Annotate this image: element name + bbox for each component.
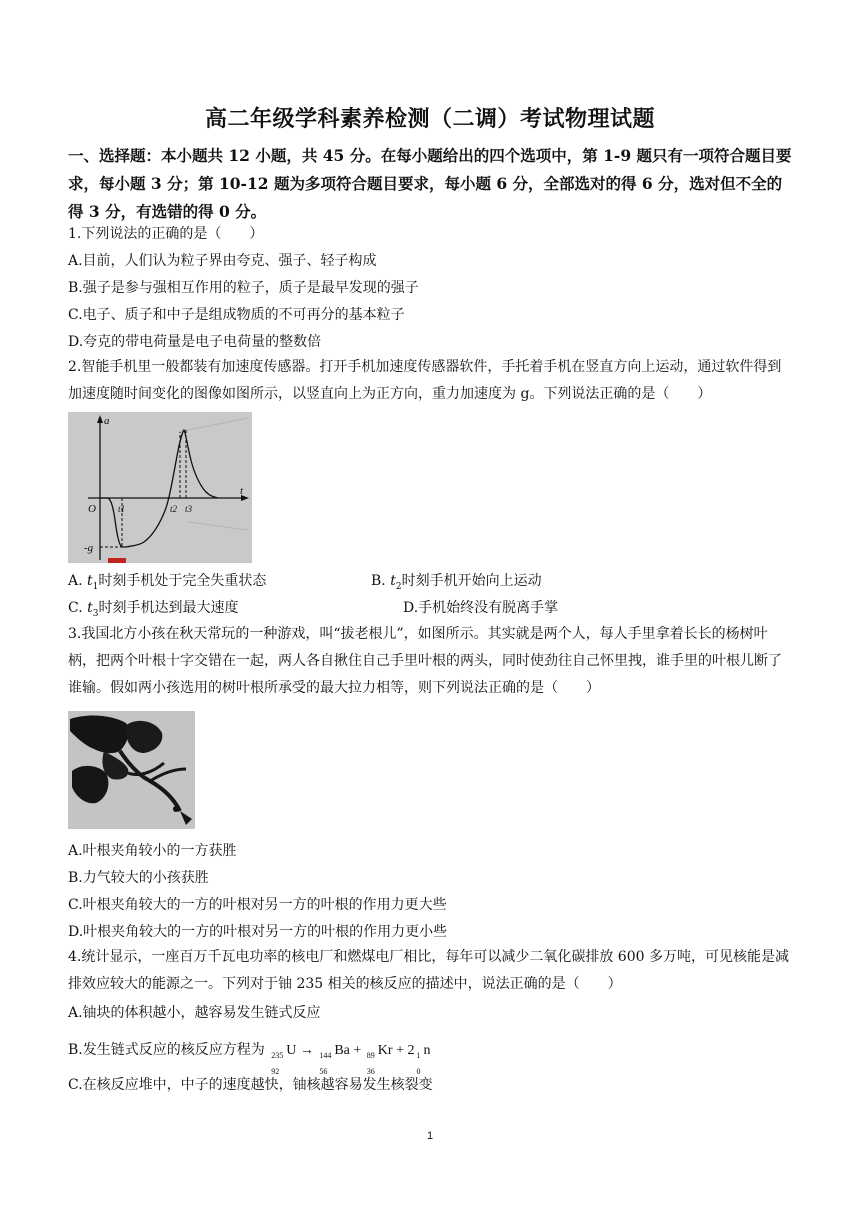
q3-option-a: A.叶根夹角较小的一方获胜	[68, 843, 237, 859]
q2-b-sub: 2	[395, 581, 402, 592]
q2-b-text: 时刻手机开始向上运动	[401, 573, 542, 589]
q3-option-c: C.叶根夹角较大的一方的叶根对另一方的叶根的作用力更大些	[68, 897, 447, 913]
q4-b-text: B.发生链式反应的核反应方程为	[68, 1042, 265, 1058]
q2-acceleration-graph	[68, 412, 252, 563]
q2-b-var: t	[390, 573, 396, 589]
q2-c-sub: 3	[92, 608, 99, 619]
page-number: 1	[426, 1130, 434, 1142]
q2-a-var: t	[87, 573, 93, 589]
q4-option-b	[68, 1040, 431, 1076]
q3-option-b: B.力气较大的小孩获胜	[68, 870, 209, 886]
q3-option-d: D.叶根夹角较大的一方的叶根对另一方的叶根的作用力更小些	[68, 924, 448, 940]
q2-b-prefix: B.	[371, 573, 391, 589]
q1-option-a: A.目前，人们认为粒子界由夸克、强子、轻子构成	[68, 253, 377, 269]
q4-option-c: C.在核反应堆中，中子的速度越快，铀核越容易发生核裂变	[68, 1077, 433, 1093]
q1-option-d: D.夸克的带电荷量是电子电荷量的整数倍	[68, 334, 322, 350]
q2-stem: 2.智能手机里一般都装有加速度传感器。打开手机加速度传感器软件，手托着手机在竖直方向上运动，通过软件得到加速度随时间变化的图像如图所示，以竖直向上为正方向，重力加速度为 g。下列说法正确的是（ ）	[68, 359, 782, 402]
u-mass-number: 235	[271, 1051, 284, 1060]
q4-option-a: A.铀块的体积越小，越容易发生链式反应	[68, 1005, 321, 1021]
u-atomic-number: 92	[271, 1067, 280, 1076]
n-atomic-number: 0	[416, 1067, 421, 1076]
plus-sign-2: +	[396, 1043, 404, 1058]
q1-stem: 1.下列说法的正确的是（ ）	[68, 226, 264, 242]
plus-sign-1: +	[353, 1043, 362, 1058]
q1-option-c: C.电子、质子和中子是组成物质的不可再分的基本粒子	[68, 307, 405, 323]
neutron-coefficient: 2	[407, 1043, 415, 1058]
n-symbol: n	[423, 1043, 431, 1058]
q2-a-prefix: A.	[68, 573, 88, 589]
ba-mass-number: 144	[319, 1051, 332, 1060]
section-instructions: 一、选择题：本小题共 12 小题，共 45 分。在每小题给出的四个选项中，第 1-9 题只有一项符合题目要求，每小题 3 分；第 10-12 题为多项符合题目要求，每小题 6 分，全部选对的得 6 分，选对但不全的得 3 分，有选错的得 0 分。	[68, 146, 792, 221]
neg-g-label: -g	[84, 542, 94, 554]
q2-option-a	[68, 571, 266, 597]
nuclear-equation	[269, 1043, 431, 1076]
q2-option-b	[371, 571, 542, 597]
t1-label: t1	[118, 504, 126, 514]
kr-symbol: Kr	[377, 1043, 393, 1058]
q4-stem: 4.统计显示，一座百万千瓦电功率的核电厂和燃煤电厂相比，每年可以减少二氧化碳排放 600 多万吨，可见核能是减排效应较大的能源之一。下列对于铀 235 相关的核反应的描述中，说法正确的是（ ）	[68, 949, 789, 992]
reaction-arrow: →	[299, 1043, 314, 1058]
ba-symbol: Ba	[334, 1043, 350, 1058]
q2-c-text: 时刻手机达到最大速度	[98, 600, 239, 616]
exam-title: 高二年级学科素养检测（二调）考试物理试题	[204, 106, 655, 132]
q2-option-c	[68, 598, 239, 624]
ba-atomic-number: 56	[319, 1067, 328, 1076]
kr-atomic-number: 36	[366, 1067, 375, 1076]
t2-label: t2	[170, 504, 178, 514]
u-symbol: U	[286, 1043, 297, 1058]
origin-label: O	[88, 503, 96, 515]
q2-a-text: 时刻手机处于完全失重状态	[98, 573, 267, 589]
axis-y-label: a	[104, 415, 110, 427]
q2-c-prefix: C.	[68, 600, 88, 616]
q3-leaf-photo	[68, 711, 195, 829]
axis-x-label: t	[240, 485, 244, 497]
n-mass-number: 1	[416, 1051, 421, 1060]
q2-c-var: t	[87, 600, 93, 616]
q2-option-d: D.手机始终没有脱离手掌	[403, 600, 559, 616]
q2-a-sub: 1	[92, 581, 99, 592]
kr-mass-number: 89	[366, 1051, 375, 1060]
q1-option-b: B.强子是参与强相互作用的粒子，质子是最早发现的强子	[68, 280, 419, 296]
q3-stem: 3.我国北方小孩在秋天常玩的一种游戏，叫“拔老根儿”，如图所示。其实就是两个人，每人手里拿着长长的杨树叶柄，把两个叶根十字交错在一起，两人各自揪住自己手里叶根的两头，同时使劲往自己怀里拽，谁手里的叶根儿断了谁输。假如两小孩选用的树叶根所承受的最大拉力相等，则下列说法正确的是（ ）	[68, 626, 782, 696]
t3-label: t3	[185, 504, 193, 514]
